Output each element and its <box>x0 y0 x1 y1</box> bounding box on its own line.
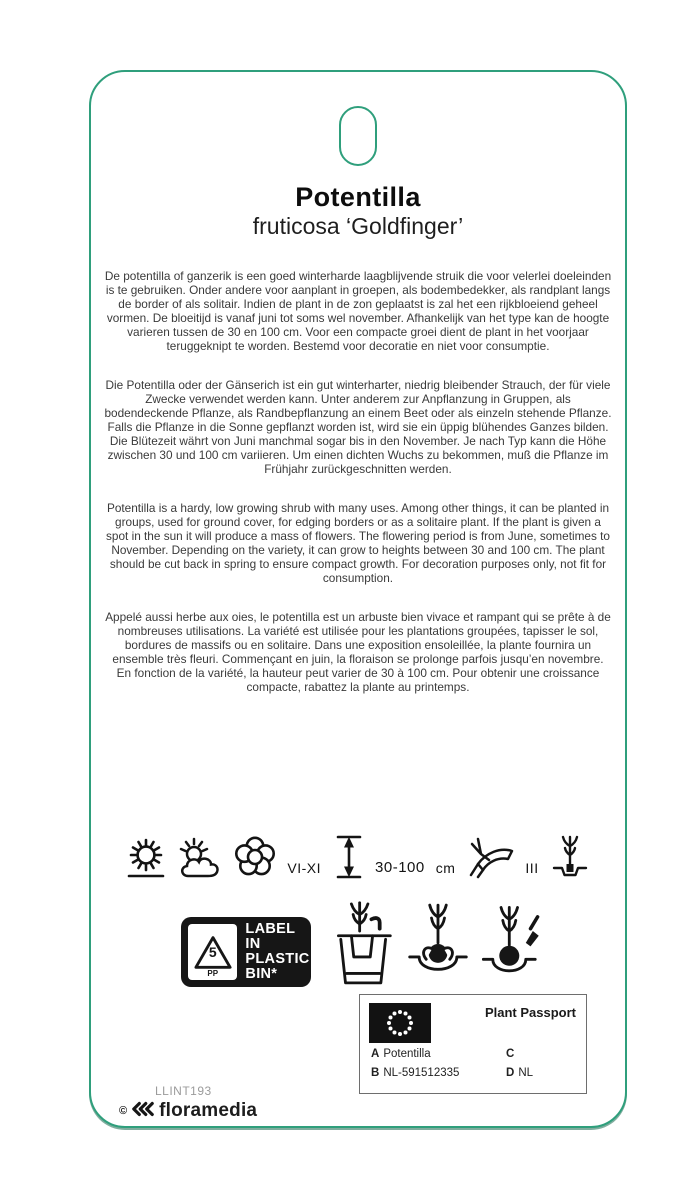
height-unit-label: cm <box>435 860 456 876</box>
description-de: Die Potentilla oder der Gänserich ist ein gut winterharter, niedrig bleibender Strauch, der für viele Zwecke verwendet werden kann. Unter anderem zur Anpflanzung in Gruppen, als bodendeckende Pflanze, als Randbepflanzung an einem Beet oder als einzeln stehende Pflanze. Falls die Pflanze in die Sonne gepflanzt worden ist, wird sie ein üppig blühendes Ganzes bilden. Die Blütezeit währt von Juni manchmal sogar bis in den November. Je nach Typ kann die Höhe zwischen 30 und 100 cm variieren. Um einen dichten Wuchs zu bekommen, muß die Pflanze im Frühjahr zurückgeschnitten werden. <box>104 378 612 476</box>
eu-flag-icon <box>369 1003 431 1048</box>
soak-bucket-icon <box>329 900 395 993</box>
height-arrow-icon <box>332 834 366 880</box>
descriptions-block <box>104 269 612 719</box>
floramedia-logo <box>119 1100 257 1122</box>
copyright-icon: © <box>119 1105 128 1117</box>
care-icons-row <box>91 832 625 880</box>
recycle-pp5-icon <box>188 924 237 980</box>
plant-trowel-icon <box>481 900 547 993</box>
recycle-plastic-badge <box>181 917 311 987</box>
plant-genus-title: Potentilla <box>295 182 421 212</box>
passport-row-d: D NL <box>506 1067 534 1079</box>
flower-icon <box>232 834 278 880</box>
planting-steps-row <box>329 900 547 993</box>
brand-name: floramedia <box>159 1100 258 1121</box>
hanging-hole <box>339 106 377 166</box>
plant-variety-subtitle: fruticosa ‘Goldfinger’ <box>252 213 464 239</box>
floramedia-leaf-icon <box>131 1101 155 1122</box>
plant-passport-box <box>359 994 587 1094</box>
height-range-label: 30-100 <box>375 859 425 876</box>
passport-row-b: B NL-591512335 <box>371 1067 460 1079</box>
recycle-material: PP <box>207 969 219 978</box>
flowering-period-label: VI-XI <box>287 860 322 876</box>
rootball-icon <box>405 900 471 993</box>
plant-label-card <box>89 70 627 1128</box>
sun-cloud-icon <box>175 836 223 880</box>
recycle-badge-text: LABEL IN PLASTIC BIN* <box>245 921 310 982</box>
recycle-number: 5 <box>208 944 217 960</box>
pruning-month-label: III <box>525 860 539 876</box>
print-code: LLINT193 <box>155 1084 212 1098</box>
passport-row-a: A Potentilla <box>371 1048 431 1060</box>
description-fr: Appelé aussi herbe aux oies, le potentilla est un arbuste bien vivace et rampant qui se prête à de nombreuses utilisations. La variété est utilisée pour les plantations groupées, tapisser le sol, bordures de massifs ou en solitaire. Dans une exposition ensoleillée, la plante fournira un ensemble très fleuri. Commençant en juin, la floraison se prolonge parfois jusqu’en novembre. En fonction de la variété, la hauteur peut varier de 30 à 100 cm. Pour obtenir une croissance compacte, rabattez la plante au printemps. <box>105 610 611 694</box>
plant-soil-icon <box>550 832 590 880</box>
passport-row-c: C <box>506 1048 515 1060</box>
passport-title: Plant Passport <box>484 1005 576 1020</box>
description-en: Potentilla is a hardy, low growing shrub with many uses. Among other things, it can be planted in groups, used for ground cover, for edging borders or as a solitaire plant. If the plant is given a spot in the sun it will produce a mass of flowers. The flowering period is from June, sometimes to November. Depending on the variety, it can grow to heights between 30 and 100 cm. The plant should be cut back in spring to ensure compact growth. For decoration purposes only, not fit for consumption. <box>106 501 610 585</box>
full-sun-icon <box>126 836 166 880</box>
secateurs-icon <box>466 834 516 880</box>
description-nl: De potentilla of ganzerik is een goed winterharde laagblijvende struik die voor velerlei doeleinden is te gebruiken. Onder andere voor aanplant in groepen, als bodembedekker, als randplant langs de border of als solitair. Indien de plant in de zon geplaatst is zal het een rijkbloeiend geheel vormen. De bloeitijd is vanaf juni tot soms wel november. Afhankelijk van het type kan de hoogte varieren tussen de 30 en 100 cm. Voor een compacte groei dient de plant in het voorjaar teruggeknipt te worden. Bestemd voor decoratie en niet voor consumptie. <box>104 269 612 353</box>
